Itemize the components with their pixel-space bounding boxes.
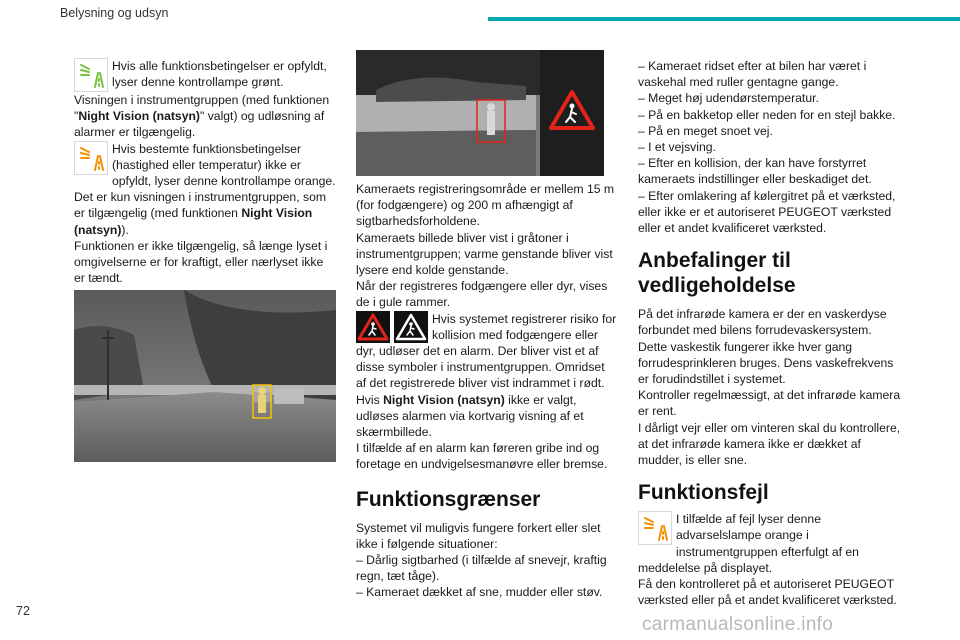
pedestrian-warning-icon (394, 311, 428, 343)
maintenance-text: I dårligt vejr eller om vinteren skal du kontrollere, at det infrarøde kamera ikke er dækket af mudder, is eller sne. (638, 420, 901, 468)
thermal-camera-image-1 (74, 290, 336, 462)
fault-paragraph (638, 511, 904, 576)
pedestrian-alert-icon (356, 311, 390, 343)
limit-item: – Dårlig sigtbarhed (i tilfælde af snevejr, kraftig regn, tæt tåge). (356, 553, 607, 584)
limit-item: – På en bakketop eller neden for en stejl bakke. (638, 107, 896, 122)
fault-text: I tilfælde af fejl lyser denne advarselslampe orange i instrumentgruppen efterfulgt af en meddelelse på displayet. (638, 512, 859, 575)
maintenance-text: Kontroller regelmæssigt, at det infrarøde kamera er rent. (638, 388, 901, 419)
orange-lamp-text: Hvis bestemte funktionsbetingelser (hastighed eller temperatur) ikke er opfyldt, lyser denne kontrollampe orange. Det er kun visningen i instrumentgruppen, som er tilgængelig (med funktionen Night Vision (natsyn)). (74, 141, 336, 237)
maintenance-text: På det infrarøde kamera er der en vaskerdyse forbundet med bilens forrudevaskersystem. (638, 307, 887, 338)
alert-not-selected-text: Hvis Night Vision (natsyn) ikke er valgt, udløses alarmen via kortvarig visning af et skærmbillede. (356, 392, 584, 440)
limit-item: – Meget høj udendørstemperatur. (638, 91, 819, 106)
limit-item: – Efter en kollision, der kan have forstyrret kameraets indstillinger eller beskadiget det. (638, 156, 872, 187)
thermal-camera-image-2 (356, 50, 604, 176)
header-section-title: Belysning og udsyn (60, 6, 169, 20)
green-lamp-text: Hvis alle funktionsbetingelser er opfyldt, lyser denne kontrollampe grønt. (112, 59, 327, 90)
driver-action-text: I tilfælde af en alarm kan føreren gribe ind og foretage en undvigelsesmanøvre eller bremse. (356, 441, 608, 472)
night-vision-green-icon (74, 58, 108, 92)
limit-item: – På en meget snoet vej. (638, 123, 773, 138)
fault-service-text: Få den kontrolleret på et autoriseret PEUGEOT værksted eller på et andet kvalificeret værksted. (638, 577, 897, 608)
limit-item: – Kameraet ridset efter at bilen har været i vaskehal med ruller gentagne gange. (638, 59, 867, 90)
limit-item: – I et vejsving. (638, 140, 716, 155)
column-2 (356, 181, 618, 601)
fault-heading: Funktionsfejl (638, 481, 769, 505)
limit-item: – Efter omlakering af kølergitret på et værksted, eller ikke er et autoriseret PEUGEOT værksted eller et andet kvalificeret værksted. (638, 188, 896, 236)
grayscale-text: Kameraets billede bliver vist i gråtoner i instrumentgruppen; varme genstande bliver vist lysere end kolde genstande. (356, 230, 613, 278)
collision-alert-text: Hvis systemet registrerer risiko for kollision med fodgængere eller dyr, udløser det en alarm. Der bliver vist et af disse symboler i instrumentgruppen. Omridset af det registrerede bliver vist indrammet i rødt. (356, 311, 617, 391)
column-3 (638, 58, 904, 608)
header-accent-bar (488, 17, 960, 21)
light-condition-text: Funktionen er ikke tilgængelig, så længe lyset i omgivelserne er for kraftigt, eller nærlyset ikke er tændt. (74, 238, 328, 286)
alert-paragraph (356, 311, 618, 392)
watermark: carmanualsonline.info (642, 614, 834, 635)
page-number: 72 (16, 604, 30, 618)
yellow-frames-text: Når der registreres fodgængere eller dyr, vises de i gule rammer. (356, 279, 608, 310)
display-availability-text: Visningen i instrumentgruppen (med funktionen "Night Vision (natsyn)" valgt) og udløsning af alarmer er tilgængelig. (74, 93, 330, 140)
limits-intro-text: Systemet vil muligvis fungere forkert eller slet ikke i følgende situationer: (356, 520, 601, 551)
night-vision-fault-icon (638, 511, 672, 545)
night-vision-orange-icon (74, 141, 108, 175)
limit-item: – Kameraet dækket af sne, mudder eller støv. (356, 585, 603, 600)
maintenance-heading: Anbefalinger til vedligeholdelse (638, 249, 796, 298)
green-lamp-paragraph (74, 58, 336, 92)
column-1 (74, 58, 336, 286)
orange-lamp-paragraph (74, 141, 336, 238)
maintenance-text: Dette vaskestik fungerer ikke hver gang forrudesprinkleren bruges. Dens vaskefrekvens er forudindstillet i systemet. (638, 339, 894, 387)
limits-heading: Funktionsgrænser (356, 487, 541, 511)
range-text: Kameraets registreringsområde er mellem 15 m (for fodgængere) og 200 m afhængigt af sigtbarhedsforholdene. (356, 182, 615, 229)
